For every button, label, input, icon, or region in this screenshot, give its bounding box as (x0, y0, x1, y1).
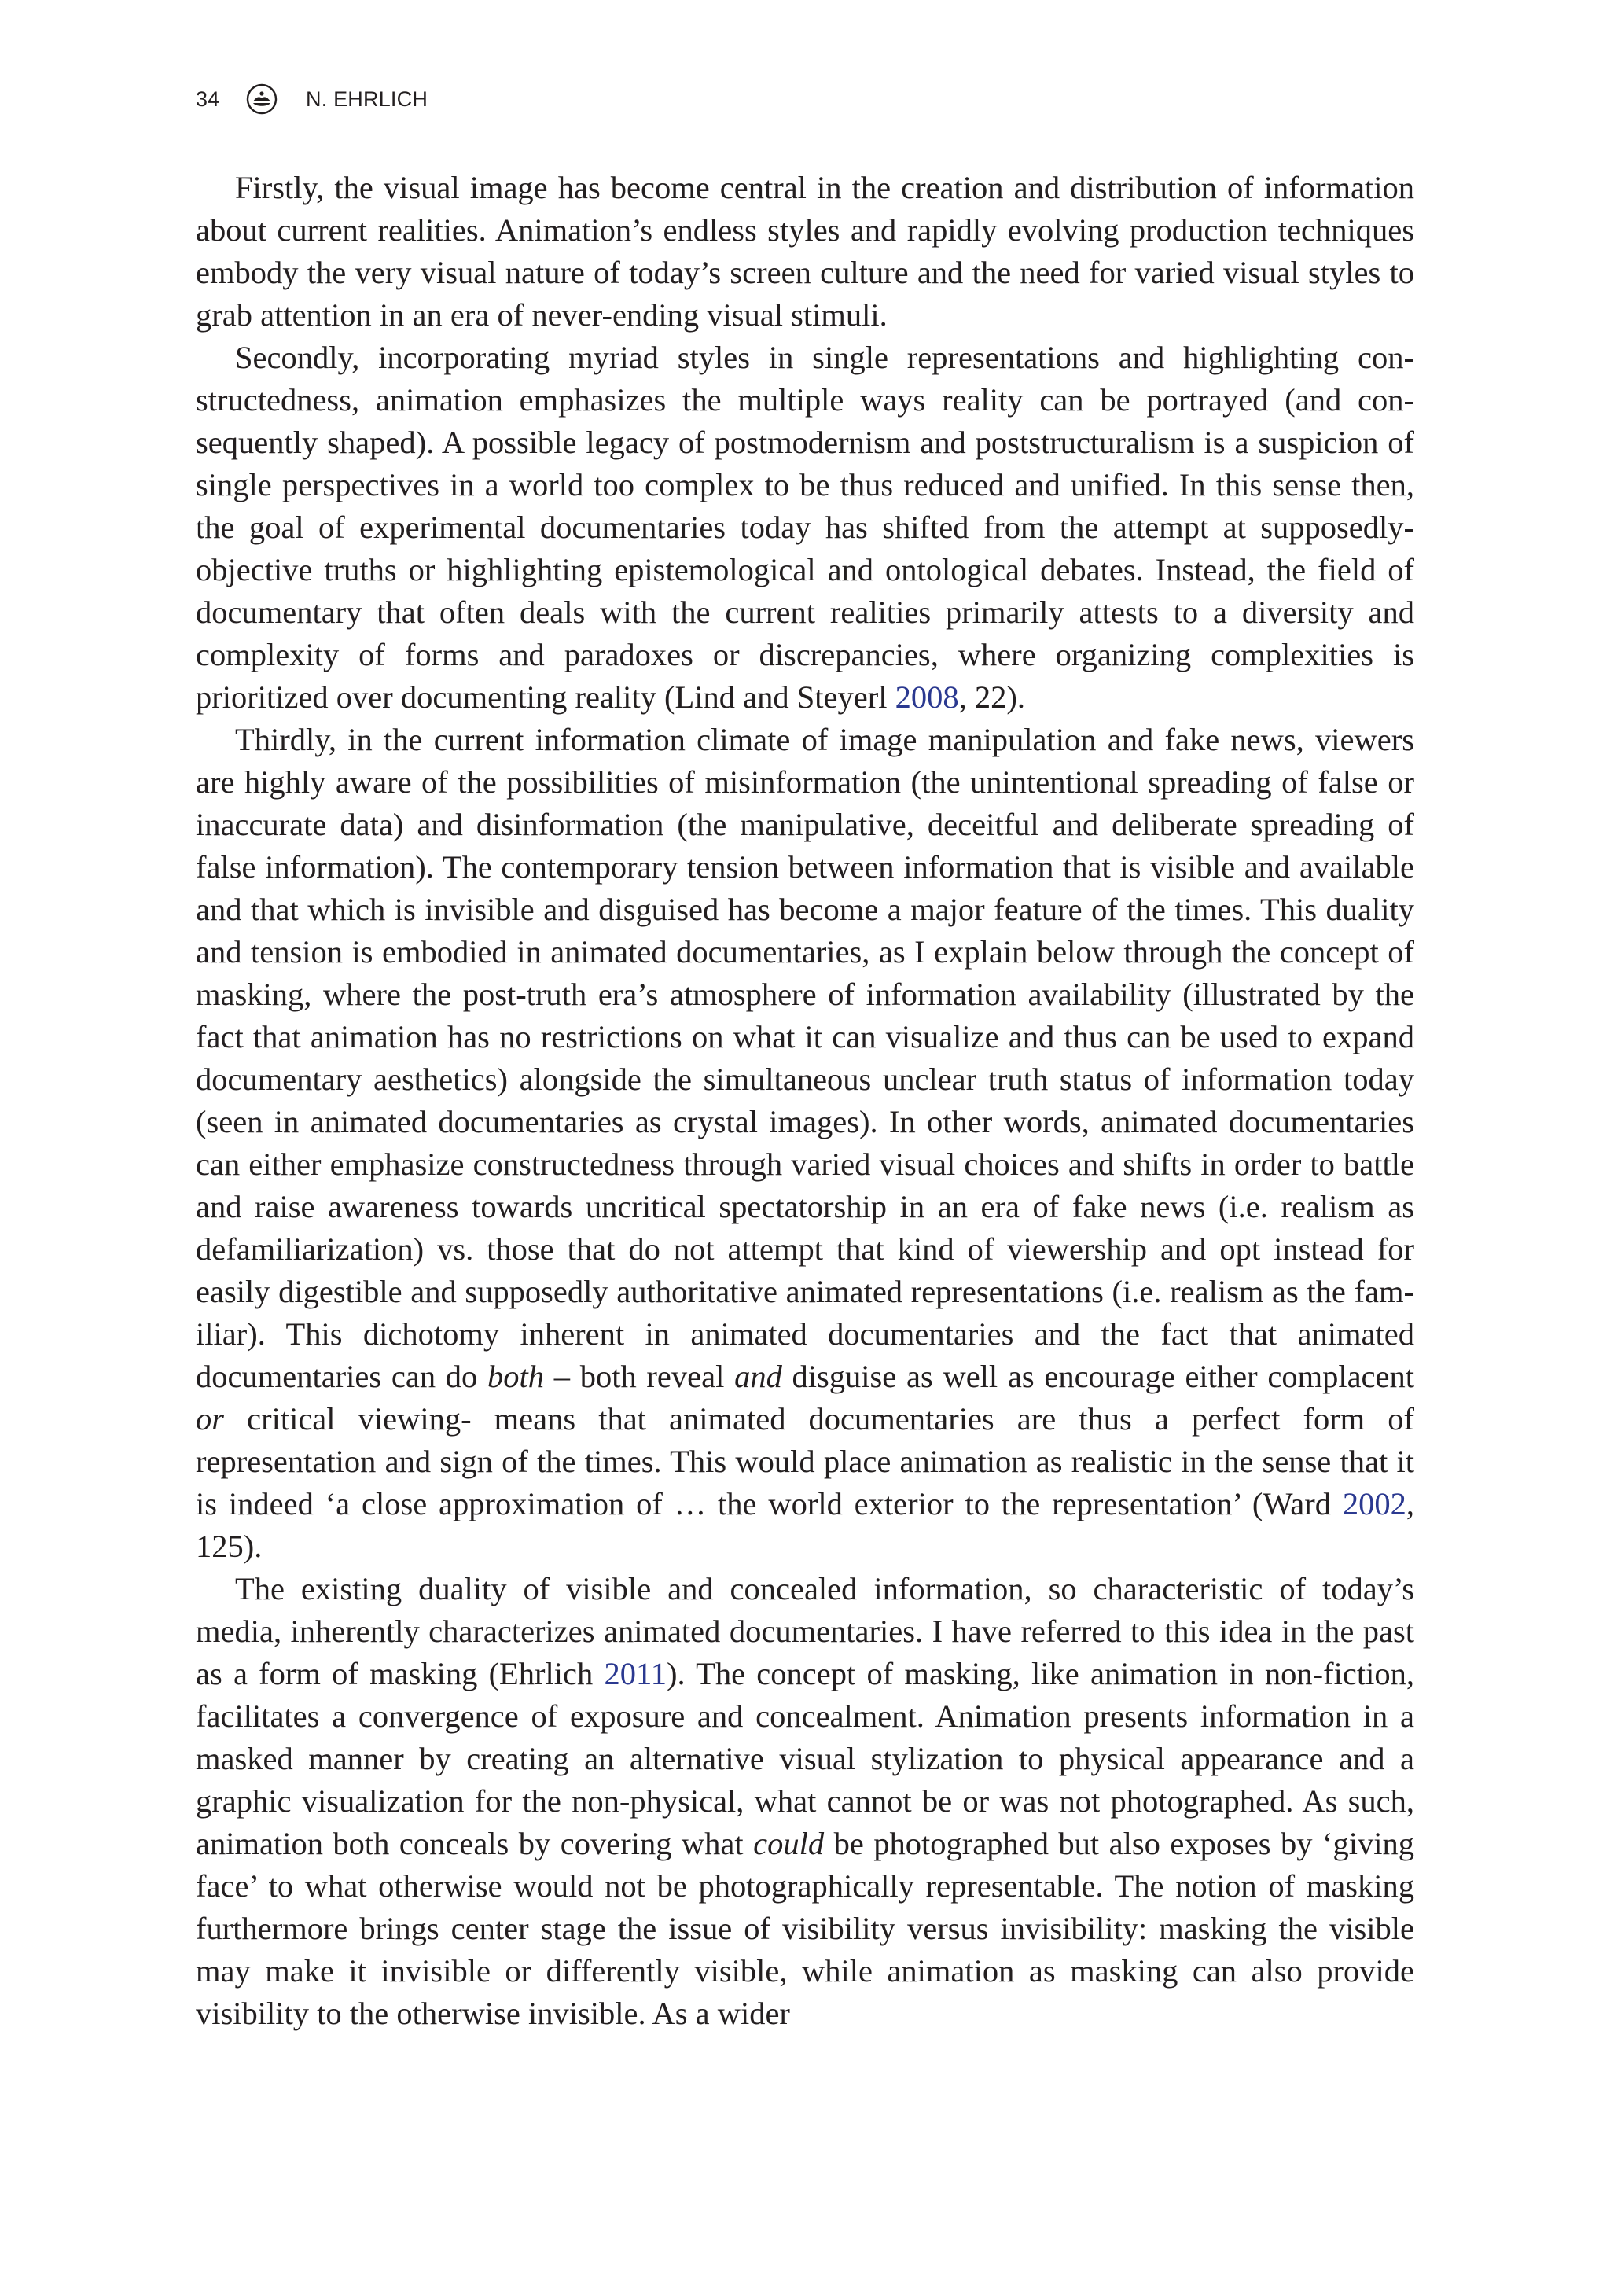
citation-link-ward-2002[interactable]: 2002 (1342, 1486, 1406, 1521)
paragraph-4-text: The existing duality of visible and concealed information, so characteristic of today’s media, inherently characterizes animated documentaries. I have referred to this idea in the past as a form of masking (Ehrlich (196, 1571, 1414, 1691)
citation-link-lind-steyerl-2008[interactable]: 2008 (895, 679, 959, 715)
running-header-author: N. EHRLICH (306, 86, 428, 111)
paragraph-3-text-end: , 125). (196, 1486, 1414, 1564)
emphasis-both: both (487, 1359, 545, 1394)
paragraph-2-text-end: , 22). (958, 679, 1025, 715)
paragraph-3 (196, 719, 1414, 1568)
paragraph-3-text: Thirdly, in the current information climate of image manipulation and fake news, viewers are highly aware of the possibilities of misinformation (the unintentional spreading of false or inaccurate data) and disinformation (the manipulative, deceitful and deliberate spreading of false information). The contemporary tension between information that is visible and available and that which is invisible and disguised has become a major feature of the times. This duality and tension is embodied in animated documentaries, as I explain below through the concept of masking, where the post-truth era’s atmosphere of information availability (illustrated by the fact that animation has no restrictions on what it can visualize and thus can be used to expand documentary aesthetics) alongside the simultaneous unclear truth status of information today (seen in animated documentaries as crystal images). In other words, animated documentaries can either emphasize constructedness through varied visual choices and shifts in order to battle and raise awareness towards uncritical spectatorship in an era of fake news (i.e. realism as defamiliarization) vs. those that do not attempt that kind of viewership and opt instead for easily digestible and supposedly authoritative animated representations (i.e. realism as the familiar). This dichotomy inherent in animated documentaries and the fact that animated documentaries can do (196, 722, 1414, 1394)
citation-link-ehrlich-2011[interactable]: 2011 (604, 1656, 667, 1691)
paragraph-3-text-2: – both reveal (544, 1359, 735, 1394)
paragraph-3-text-3: disguise as well as encourage either complacent (781, 1359, 1415, 1394)
paragraph-4-text-2: ). The concept of masking, like animation in non-fiction, facilitates a convergence of exposure and concealment. Animation presents information in a masked manner by creating an alternative visual stylization to physical appearance and a graphic visualization for the non-physical, what cannot be or was not photographed. As such, animation both conceals by covering what (196, 1656, 1414, 1861)
paragraph-2 (196, 337, 1414, 719)
emphasis-and: and (734, 1359, 782, 1394)
paragraph-4-text-end: be photographed but also exposes by ‘giving face’ to what otherwise would not be photographically representable. The notion of masking furthermore brings center stage the issue of visibility versus invisibility: masking the visible may make it invisible or differently visible, while animation as masking can also provide visibility to the otherwise invisible. As a wider (196, 1826, 1414, 2031)
publisher-logo-icon-svg (246, 83, 278, 115)
paragraph-1-text: Firstly, the visual image has become central in the creation and distribution of information about current realities. Animation’s endless styles and rapidly evolving production techniques embody the very visual nature of today’s screen culture and the need for varied visual styles to grab attention in an era of never-ending visual stimuli. (196, 170, 1414, 333)
paragraph-2-text: Secondly, incorporating myriad styles in single representations and highlighting constructedness, animation emphasizes the multiple ways reality can be portrayed (and consequently shaped). A possible legacy of postmodernism and poststructuralism is a suspicion of single perspectives in a world too complex to be thus reduced and unified. In this sense then, the goal of experimental documentaries today has shifted from the attempt at supposedly-objective truths or highlighting epistemological and ontological debates. Instead, the field of documentary that often deals with the current realities primarily attests to a diversity and complexity of forms and paradoxes or discrepancies, where organizing complexities is prioritized over documenting reality (Lind and Steyerl (196, 340, 1414, 715)
emphasis-or: or (196, 1401, 225, 1437)
running-header (196, 83, 428, 115)
emphasis-could: could (753, 1826, 825, 1861)
publisher-logo-icon (246, 83, 278, 115)
paragraph-4 (196, 1568, 1414, 2035)
paragraph-1 (196, 167, 1414, 337)
paragraph-3-text-4: critical viewing- means that animated documentaries are thus a perfect form of representation and sign of the times. This would place animation as realistic in the sense that it is indeed ‘a close approximation of … the world exterior to the representation’ (Ward (196, 1401, 1414, 1521)
page-number: 34 (196, 86, 220, 111)
article-body (196, 167, 1414, 2035)
